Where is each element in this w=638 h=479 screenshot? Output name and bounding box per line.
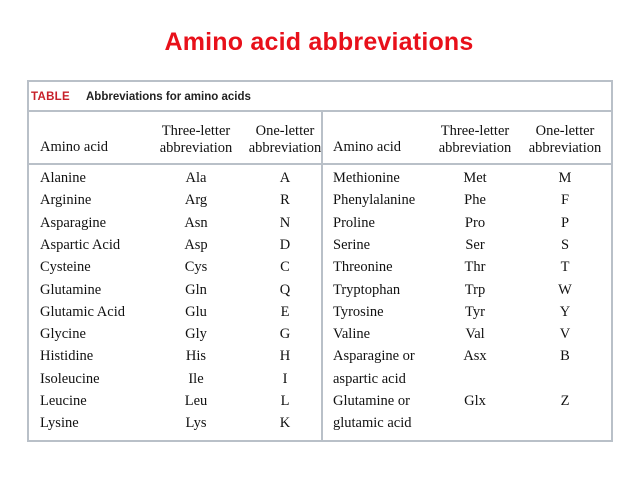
three-letter-code: Asn xyxy=(184,214,208,231)
three-letter-code: Arg xyxy=(184,192,208,209)
one-letter-code: P xyxy=(560,214,570,231)
amino-acid-name: Threonine xyxy=(333,259,393,276)
header-one-letter-right-line1: One-letter xyxy=(535,123,595,139)
amino-acid-name: aspartic acid xyxy=(333,370,406,387)
one-letter-code: R xyxy=(280,192,290,209)
amino-acid-name: Tryptophan xyxy=(333,281,401,298)
header-one-letter-line2: abbreviation xyxy=(248,140,322,156)
table-row xyxy=(29,282,321,304)
amino-acid-name: Isoleucine xyxy=(40,370,100,387)
one-letter-code: L xyxy=(280,393,290,409)
three-letter-code: Tyr xyxy=(465,303,485,320)
one-letter-code: I xyxy=(282,370,288,387)
table-row xyxy=(323,415,613,437)
one-letter-code: F xyxy=(560,192,570,209)
one-letter-code: K xyxy=(279,415,291,432)
table-row xyxy=(29,326,321,348)
amino-acid-name: Aspartic Acid xyxy=(40,236,121,253)
three-letter-code: Ile xyxy=(188,370,204,387)
table-row xyxy=(29,259,321,281)
three-letter-code: Asp xyxy=(184,236,208,253)
table-row xyxy=(323,282,613,304)
table-row xyxy=(323,259,613,281)
caption-divider xyxy=(29,110,611,112)
amino-acid-name: Phenylalanine xyxy=(333,192,416,209)
table-row xyxy=(29,192,321,214)
one-letter-code: A xyxy=(279,170,291,186)
amino-acid-name: Lysine xyxy=(40,415,79,432)
three-letter-code: Cys xyxy=(184,259,208,276)
header-three-letter-right xyxy=(420,123,530,174)
one-letter-code: Z xyxy=(560,393,570,409)
amino-acid-name: Glutamine or xyxy=(333,393,410,409)
header-one-letter-right xyxy=(515,123,615,174)
amino-acid-name: Histidine xyxy=(40,348,94,365)
three-letter-code: Val xyxy=(465,326,485,343)
three-letter-code: Ser xyxy=(465,236,485,253)
table-caption-label: TABLE xyxy=(31,91,70,103)
amino-acid-name: Alanine xyxy=(40,170,86,186)
table-row xyxy=(323,304,613,326)
one-letter-code: N xyxy=(279,214,291,231)
amino-acid-name: Arginine xyxy=(40,192,92,209)
amino-acid-name: Glutamic Acid xyxy=(40,303,125,320)
table-caption xyxy=(29,82,611,112)
table-row xyxy=(29,393,321,415)
one-letter-code: B xyxy=(560,348,570,365)
table-row xyxy=(323,371,613,393)
amino-acid-name: Glutamine xyxy=(40,281,102,298)
three-letter-code: Glu xyxy=(185,303,207,320)
amino-acid-name: Asparagine xyxy=(40,214,107,231)
one-letter-code: G xyxy=(279,326,291,343)
header-one-letter xyxy=(235,123,335,174)
table-row xyxy=(29,215,321,237)
amino-acid-name: Cysteine xyxy=(40,259,91,276)
one-letter-code: H xyxy=(279,348,291,365)
table-row xyxy=(323,393,613,415)
header-three-letter-line1: Three-letter xyxy=(161,123,231,139)
header-amino-acid-right: Amino acid xyxy=(333,139,402,155)
header-three-letter-line2: abbreviation xyxy=(159,140,233,156)
three-letter-code: Trp xyxy=(464,281,486,298)
three-letter-code: Phe xyxy=(464,192,486,209)
one-letter-code: T xyxy=(560,259,570,276)
amino-acid-name: Proline xyxy=(333,214,375,231)
table-row xyxy=(323,237,613,259)
table-row xyxy=(29,304,321,326)
table-caption-text: Abbreviations for amino acids xyxy=(86,91,251,103)
amino-acid-name: glutamic acid xyxy=(333,415,412,432)
one-letter-code: Y xyxy=(559,303,571,320)
header-one-letter-line1: One-letter xyxy=(255,123,315,139)
slide-title: Amino acid abbreviations xyxy=(164,28,474,56)
amino-acid-name: Glycine xyxy=(40,326,86,343)
three-letter-code: Glx xyxy=(464,393,486,409)
three-letter-code: Leu xyxy=(184,393,208,409)
amino-acid-name: Tyrosine xyxy=(333,303,384,320)
amino-acid-name: Serine xyxy=(333,236,371,253)
table-row xyxy=(323,192,613,214)
one-letter-code: E xyxy=(280,303,290,320)
header-amino-acid: Amino acid xyxy=(40,139,109,155)
three-letter-code: Pro xyxy=(464,214,486,231)
three-letter-code: Lys xyxy=(185,415,207,432)
table-row xyxy=(29,371,321,393)
table-row xyxy=(29,348,321,370)
header-three-letter-right-line2: abbreviation xyxy=(438,140,512,156)
header-one-letter-right-line2: abbreviation xyxy=(528,140,602,156)
amino-acid-name: Valine xyxy=(333,326,371,343)
table-row xyxy=(29,170,321,192)
one-letter-code: C xyxy=(280,259,290,276)
table-row xyxy=(29,237,321,259)
table-row xyxy=(323,170,613,192)
three-letter-code: His xyxy=(185,348,207,365)
table-row xyxy=(29,415,321,437)
amino-acid-name: Asparagine or xyxy=(333,348,415,365)
table-row xyxy=(323,348,613,370)
one-letter-code: V xyxy=(559,326,571,343)
header-three-letter-right-line1: Three-letter xyxy=(440,123,510,139)
table-row xyxy=(323,215,613,237)
amino-acid-name: Methionine xyxy=(333,170,400,186)
three-letter-code: Gln xyxy=(185,281,207,298)
amino-acid-name: Leucine xyxy=(40,393,87,409)
three-letter-code: Thr xyxy=(464,259,486,276)
one-letter-code: W xyxy=(558,281,572,298)
three-letter-code: Met xyxy=(463,170,487,186)
table-row xyxy=(323,326,613,348)
three-letter-code: Gly xyxy=(185,326,207,343)
amino-acid-table xyxy=(27,80,613,442)
one-letter-code: D xyxy=(279,236,291,253)
three-letter-code: Ala xyxy=(185,170,207,186)
one-letter-code: M xyxy=(558,170,572,186)
one-letter-code: Q xyxy=(279,281,291,298)
one-letter-code: S xyxy=(560,236,570,253)
three-letter-code: Asx xyxy=(463,348,487,365)
